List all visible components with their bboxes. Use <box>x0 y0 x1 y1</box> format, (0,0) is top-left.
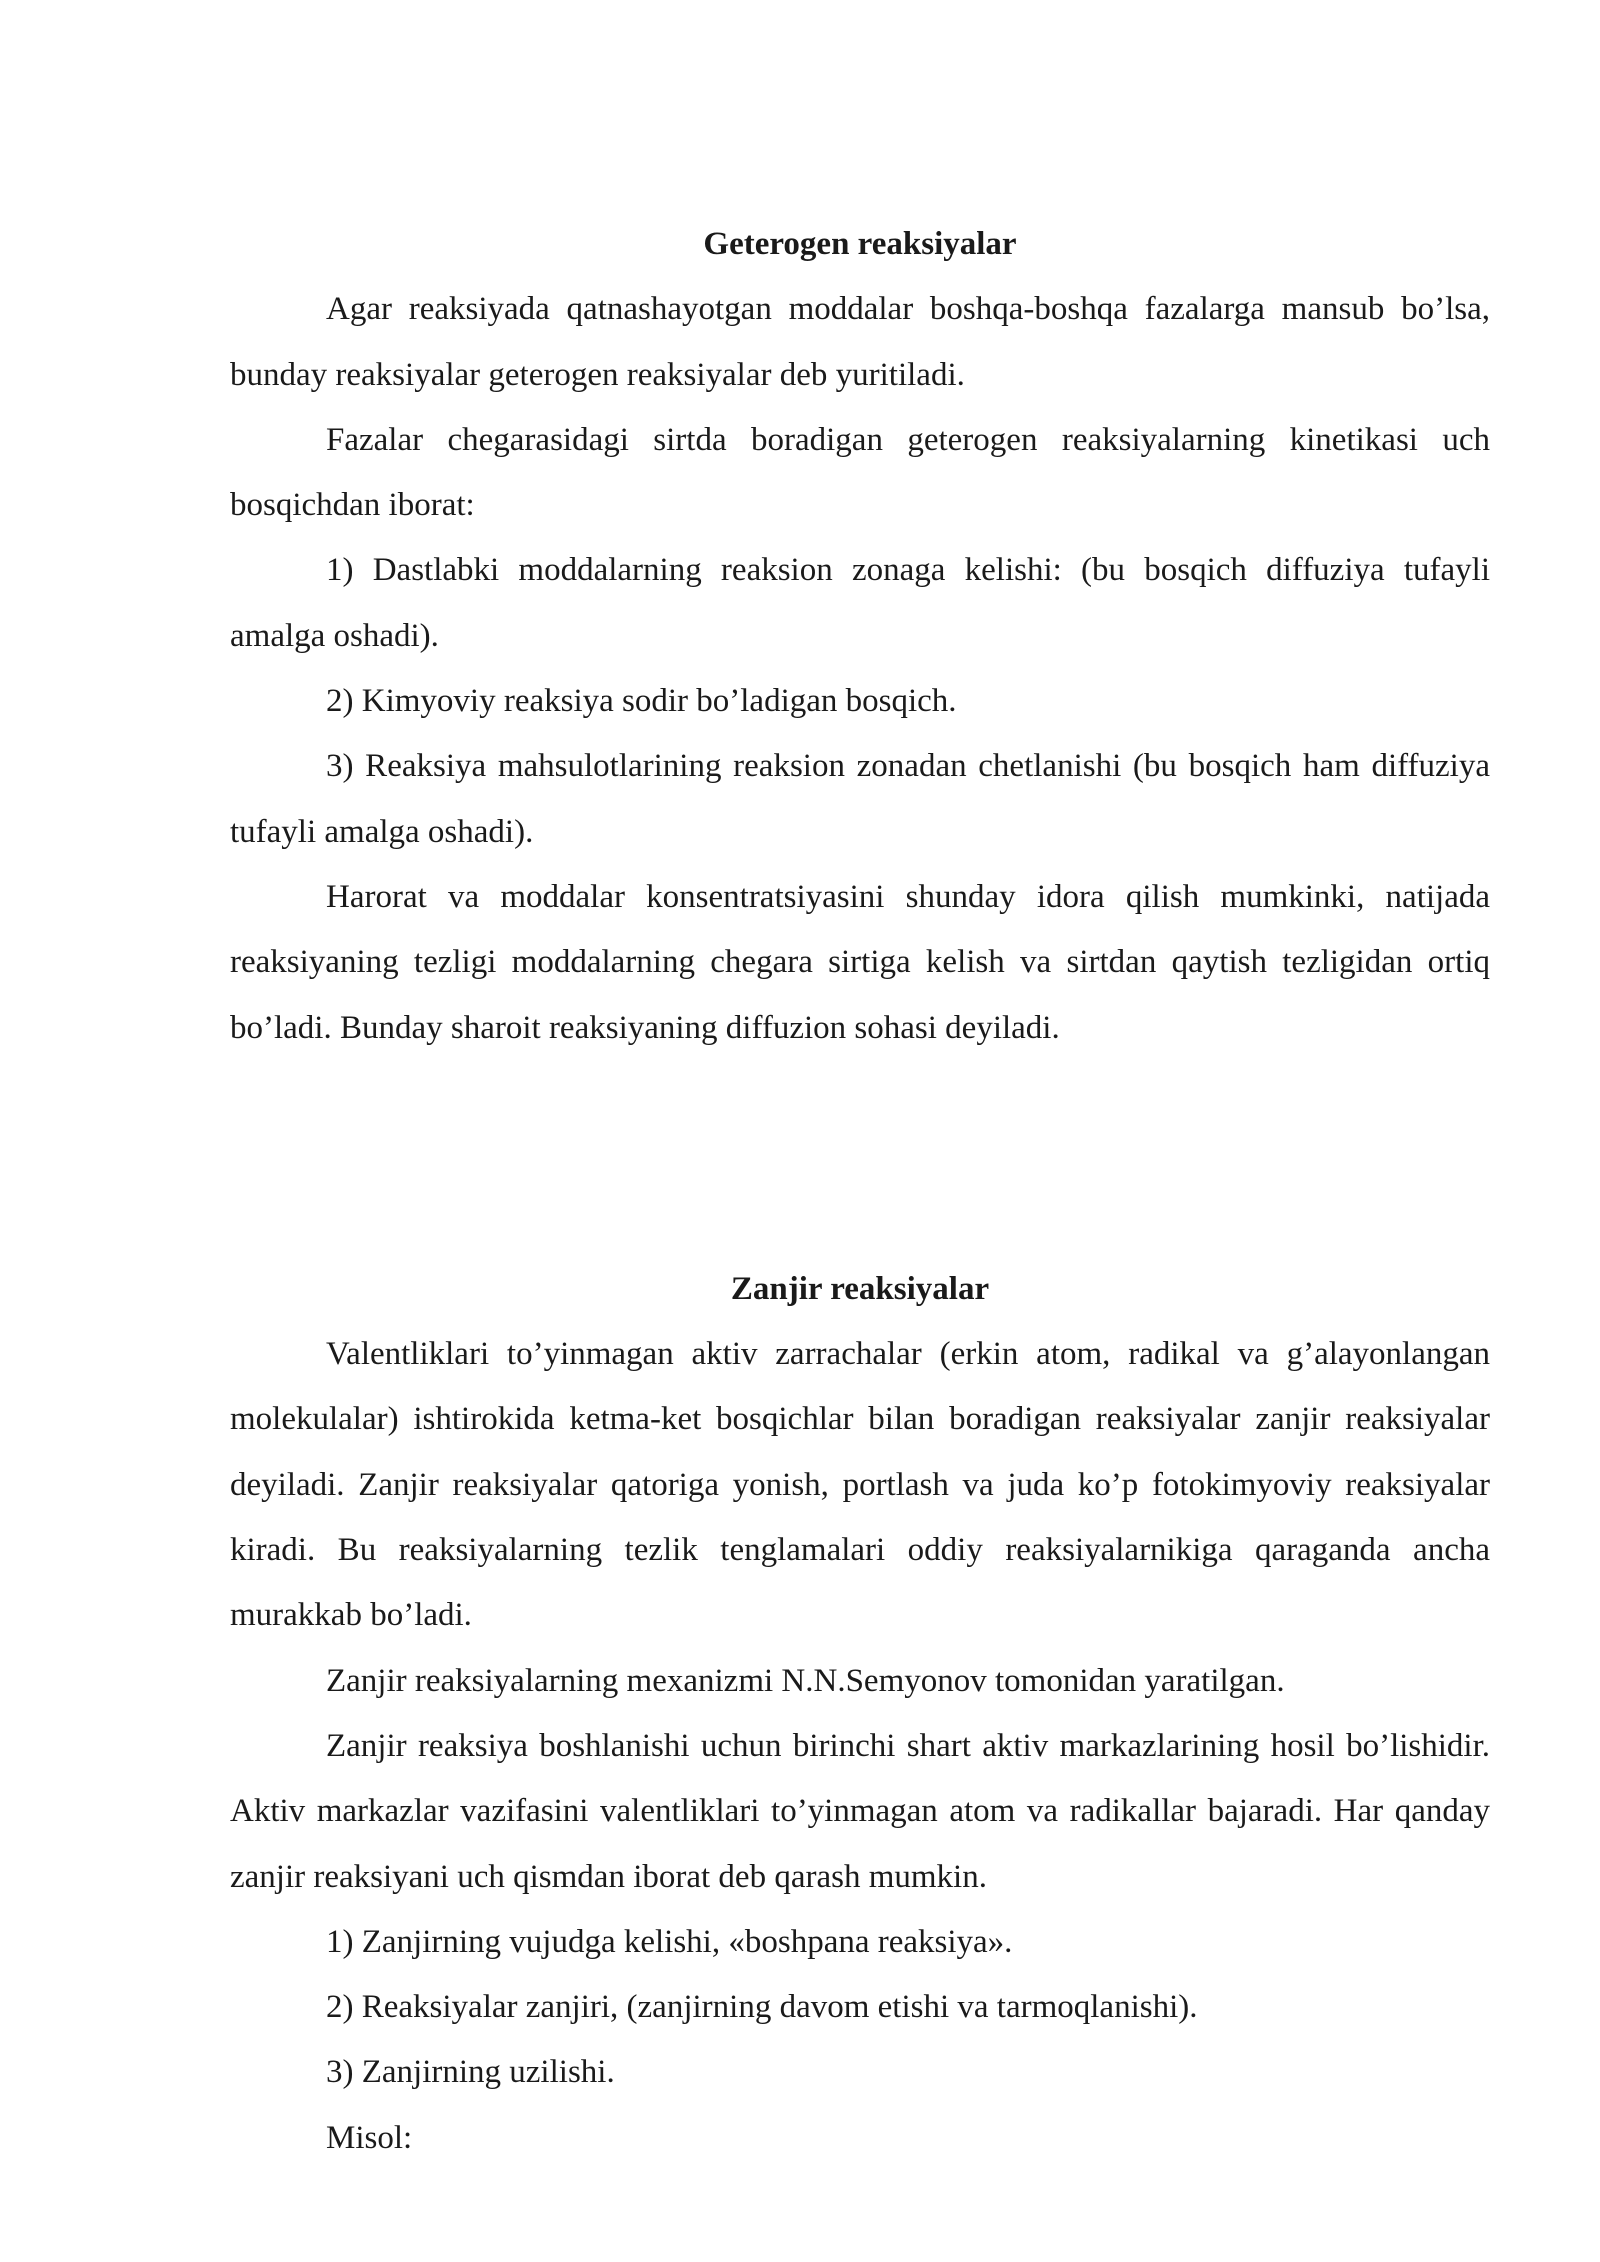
paragraph: Zanjir reaksiyalarning mexanizmi N.N.Semyonov tomonidan yaratilgan. <box>326 1662 1285 1699</box>
example-label: Misol: <box>326 2119 413 2156</box>
document-page <box>230 212 1490 2171</box>
paragraph: Zanjir reaksiya boshlanishi uchun birinchi shart aktiv markazlarining hosil bo’lishidir. Aktiv markazlar vazifasini valentliklari to’yinmagan atom va radikallar bajaradi. Har qanday zanjir reaksiyani uch qismdan iborat deb qarash mumkin. <box>230 1727 1490 1895</box>
section-title-zanjir: Zanjir reaksiyalar <box>730 1270 990 1307</box>
paragraph: Fazalar chegarasidagi sirtda boradigan geterogen reaksiyalarning kinetikasi uch bosqichdan iborat: <box>230 421 1490 524</box>
list-item: 1) Dastlabki moddalarning reaksion zonaga kelishi: (bu bosqich diffuziya tufayli amalga oshadi). <box>230 552 1490 654</box>
section-spacer <box>230 1061 1490 1257</box>
list-item: 3) Zanjirning uzilishi. <box>326 2054 615 2091</box>
list-item: 3) Reaksiya mahsulotlarining reaksion zonadan chetlanishi (bu bosqich ham diffuziya tufayli amalga oshadi). <box>230 748 1490 850</box>
list-item: 2) Kimyoviy reaksiya sodir bo’ladigan bosqich. <box>326 683 957 720</box>
list-item: 1) Zanjirning vujudga kelishi, «boshpana reaksiya». <box>326 1923 1013 1960</box>
paragraph: Valentliklari to’yinmagan aktiv zarrachalar (erkin atom, radikal va g’alayonlangan molekulalar) ishtirokida ketma-ket bosqichlar bilan boradigan reaksiyalar zanjir reaksiyalar deyiladi. Zanjir reaksiyalar qatoriga yonish, portlash va juda ko’p fotokimyoviy reaksiyalar kiradi. Bu reaksiyalarning tezlik tenglamalari oddiy reaksiyalarnikiga qaraganda ancha murakkab bo’ladi. <box>230 1336 1490 1634</box>
list-item: 2) Reaksiyalar zanjiri, (zanjirning davom etishi va tarmoqlanishi). <box>326 1989 1198 2026</box>
paragraph: Harorat va moddalar konsentratsiyasini shunday idora qilish mumkinki, natijada reaksiyaning tezligi moddalarning chegara sirtiga kelish va sirtdan qaytish tezligidan ortiq bo’ladi. Bunday sharoit reaksiyaning diffuzion sohasi deyiladi. <box>230 878 1490 1046</box>
paragraph: Agar reaksiyada qatnashayotgan moddalar boshqa-boshqa fazalarga mansub bo’lsa, bunday reaksiyalar geterogen reaksiyalar deb yuritiladi. <box>230 291 1490 393</box>
section-title-geterogen: Geterogen reaksiyalar <box>703 226 1017 262</box>
